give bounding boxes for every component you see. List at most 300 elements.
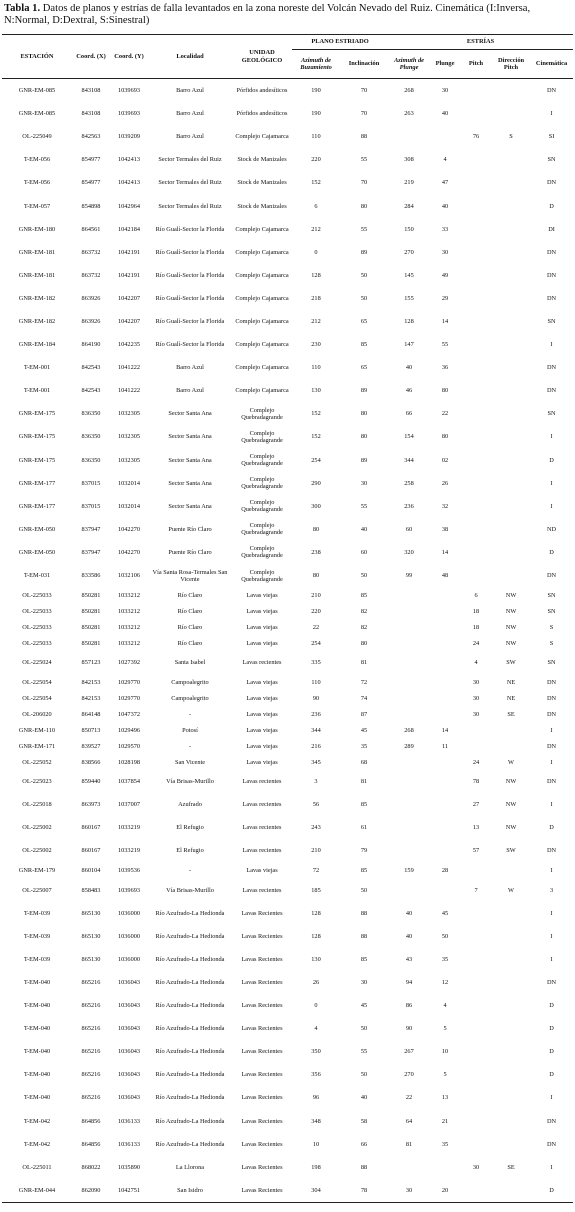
cell-coord-x: 836350 <box>81 456 101 464</box>
cell-cinematica: I <box>550 726 553 734</box>
cell-pitch: 30 <box>472 710 480 718</box>
cell-coord-y: 1027392 <box>117 659 141 667</box>
cell-estacion: T-EM-040 <box>23 978 51 986</box>
cell-azimuth-plunge: 284 <box>404 202 414 210</box>
table-row <box>2 619 573 635</box>
cell-coord-x: 850281 <box>81 607 101 615</box>
cell-unidad: Complejo Cajamarca <box>235 271 289 279</box>
cell-azimuth-plunge: 270 <box>404 1071 414 1079</box>
cell-coord-x: 865216 <box>81 1094 101 1102</box>
cell-cinematica: I <box>550 932 553 940</box>
cell-localidad: Sector Santa Ana <box>168 410 212 418</box>
cell-pitch <box>460 994 492 1017</box>
cell-localidad: La Llorona <box>175 1163 205 1171</box>
cell-coord-y: 1036043 <box>117 1071 141 1079</box>
cell-coord-y: 1029496 <box>117 726 141 734</box>
cell-azimuth-buzamiento: 3 <box>314 778 318 786</box>
cell-direccion-pitch: NW <box>505 639 517 647</box>
cell-azimuth-plunge: 40 <box>405 932 413 940</box>
cell-coord-x: 863732 <box>81 271 101 279</box>
cell-cinematica: SN <box>547 156 556 164</box>
cell-coord-x: 860104 <box>81 867 101 875</box>
cell-inclinacion: 40 <box>360 525 368 533</box>
cell-cinematica: I <box>550 479 553 487</box>
cell-inclinacion: 50 <box>360 1071 368 1079</box>
cell-coord-y: 1032014 <box>117 479 141 487</box>
cell-pitch <box>460 518 492 541</box>
cell-coord-y: 1029770 <box>117 678 141 686</box>
cell-estacion: OL-225024 <box>22 659 52 667</box>
cell-pitch: 6 <box>474 591 478 599</box>
cell-inclinacion: 88 <box>360 133 368 141</box>
cell-coord-y: 1042191 <box>117 271 141 279</box>
cell-azimuth-plunge: 155 <box>404 294 414 302</box>
cell-estacion: OL-225054 <box>22 694 52 702</box>
cell-coord-y: 1032305 <box>117 433 141 441</box>
cell-plunge <box>430 770 460 793</box>
cell-inclinacion: 61 <box>360 824 368 832</box>
cell-azimuth-plunge <box>388 125 430 148</box>
cell-coord-y: 1028198 <box>117 758 141 766</box>
cell-cinematica: I <box>550 955 553 963</box>
cell-azimuth-buzamiento: 335 <box>311 659 321 667</box>
cell-coord-x: 842543 <box>81 364 101 372</box>
cell-unidad: Complejo Cajamarca <box>235 387 289 395</box>
cell-azimuth-plunge: 30 <box>388 1179 430 1203</box>
cell-localidad: - <box>188 710 192 718</box>
cell-pitch <box>460 148 492 171</box>
cell-plunge <box>430 651 460 674</box>
cell-coord-x: 865216 <box>81 978 101 986</box>
cell-azimuth-plunge: 219 <box>404 179 414 187</box>
cell-inclinacion: 70 <box>360 179 368 187</box>
cell-plunge: 14 <box>441 317 449 325</box>
cell-coord-y: 1033219 <box>117 847 141 855</box>
table-row <box>2 587 573 603</box>
cell-pitch: 76 <box>472 133 480 141</box>
cell-coord-y: 1033212 <box>117 591 141 599</box>
table-row <box>2 635 573 651</box>
cell-direccion-pitch <box>492 1179 530 1203</box>
table-row <box>2 839 573 862</box>
cell-estacion: GNR-EM-180 <box>18 225 56 233</box>
cell-unidad: Complejo Quebradagrande <box>241 499 283 514</box>
cell-direccion-pitch: NW <box>505 824 517 832</box>
cell-coord-y: 1039209 <box>117 133 141 141</box>
cell-unidad: Lavas Recientes <box>241 1048 283 1056</box>
cell-direccion-pitch <box>492 102 530 125</box>
header-unidad: UNIDAD GEOLÓGICO <box>232 35 292 79</box>
header-coord-y: Coord. (Y) <box>110 35 148 79</box>
cell-cinematica: DN <box>546 978 557 986</box>
cell-cinematica: I <box>550 1163 553 1171</box>
cell-azimuth-buzamiento: 190 <box>311 110 321 118</box>
cell-plunge <box>430 619 460 635</box>
cell-inclinacion: 50 <box>360 1025 368 1033</box>
cell-azimuth-buzamiento: 22 <box>312 623 320 631</box>
cell-localidad: Barro Azul <box>176 87 204 95</box>
cell-unidad: Lavas Recientes <box>241 955 283 963</box>
cell-cinematica: SN <box>547 410 556 418</box>
cell-azimuth-buzamiento: 90 <box>312 694 320 702</box>
cell-estacion: GNR-EM-182 <box>18 294 56 302</box>
cell-estacion: T-EM-042 <box>23 1140 51 1148</box>
cell-coord-x: 837947 <box>81 525 101 533</box>
cell-coord-y: 1039693 <box>117 87 141 95</box>
cell-pitch: 24 <box>472 758 480 766</box>
cell-pitch: 30 <box>472 1163 480 1171</box>
cell-pitch: 13 <box>472 824 480 832</box>
cell-unidad: Complejo Cajamarca <box>235 225 289 233</box>
cell-estacion: OL-225033 <box>22 639 52 647</box>
cell-localidad: Puente Río Claro <box>168 525 212 533</box>
cell-estacion: OL-225018 <box>22 801 52 809</box>
cell-coord-y: 1036133 <box>117 1117 141 1125</box>
table-row <box>2 816 573 839</box>
cell-estacion: GNR-EM-175 <box>18 456 56 464</box>
cell-unidad: Complejo Quebradagrande <box>241 429 283 444</box>
table-row <box>2 495 573 518</box>
cell-azimuth-plunge <box>388 619 430 635</box>
cell-estacion: OL-225033 <box>22 591 52 599</box>
cell-unidad: Lavas Recientes <box>241 1025 283 1033</box>
cell-azimuth-buzamiento: 6 <box>314 202 318 210</box>
cell-pitch <box>460 1109 492 1132</box>
cell-unidad: Lavas viejas <box>246 710 278 718</box>
cell-inclinacion: 79 <box>360 847 368 855</box>
table-row <box>2 264 573 287</box>
cell-unidad: Lavas viejas <box>246 758 278 766</box>
cell-estacion: T-EM-040 <box>23 1048 51 1056</box>
cell-estacion: T-EM-001 <box>23 387 51 395</box>
cell-pitch <box>460 738 492 754</box>
table-row <box>2 125 573 148</box>
cell-estacion: GNR-EM-179 <box>18 867 56 875</box>
group-estrias: ESTRÍAS <box>388 35 573 50</box>
cell-inclinacion: 65 <box>360 317 368 325</box>
cell-coord-y: 1036043 <box>117 1025 141 1033</box>
cell-azimuth-buzamiento: 218 <box>311 294 321 302</box>
cell-unidad: Lavas viejas <box>246 607 278 615</box>
table-row <box>2 994 573 1017</box>
cell-estacion: GNR-EM-085 <box>18 87 56 95</box>
cell-azimuth-plunge: 236 <box>404 502 414 510</box>
cell-azimuth-plunge: 154 <box>404 433 414 441</box>
cell-cinematica: DN <box>546 778 557 786</box>
cell-coord-y: 1032014 <box>117 502 141 510</box>
table-row <box>2 738 573 754</box>
cell-azimuth-plunge <box>388 879 430 902</box>
cell-coord-y: 1036043 <box>117 978 141 986</box>
cell-coord-x: 865216 <box>81 1071 101 1079</box>
cell-azimuth-plunge: 86 <box>405 1002 413 1010</box>
cell-plunge: 29 <box>441 294 449 302</box>
cell-azimuth-buzamiento: 198 <box>311 1163 321 1171</box>
cell-azimuth-plunge <box>388 754 430 770</box>
cell-inclinacion: 70 <box>360 110 368 118</box>
table-row <box>2 333 573 356</box>
cell-plunge: 21 <box>441 1117 449 1125</box>
table-row <box>2 472 573 495</box>
cell-coord-y: 1039693 <box>117 886 141 894</box>
cell-coord-y: 1042413 <box>117 179 141 187</box>
cell-cinematica: DN <box>546 710 557 718</box>
cell-azimuth-plunge: 128 <box>404 317 414 325</box>
table-row <box>2 1040 573 1063</box>
cell-inclinacion: 89 <box>360 387 368 395</box>
cell-coord-x: 863973 <box>81 801 101 809</box>
cell-coord-x: 865216 <box>81 1048 101 1056</box>
cell-cinematica: DN <box>546 678 557 686</box>
cell-azimuth-buzamiento: 26 <box>312 978 320 986</box>
cell-estacion: OL-206020 <box>22 710 52 718</box>
cell-estacion: GNR-EM-050 <box>18 548 56 556</box>
cell-azimuth-plunge <box>388 839 430 862</box>
cell-inclinacion: 50 <box>360 271 368 279</box>
cell-localidad: Río Azufrado-La Hedionda <box>155 1048 225 1056</box>
cell-plunge <box>430 706 460 722</box>
cell-inclinacion: 78 <box>340 1179 388 1203</box>
cell-cinematica: I <box>550 1094 553 1102</box>
cell-cinematica: DN <box>546 294 557 302</box>
table-row <box>2 287 573 310</box>
cell-azimuth-buzamiento: 350 <box>311 1048 321 1056</box>
cell-estacion: GNR-EM-184 <box>18 341 56 349</box>
table-row <box>2 793 573 816</box>
cell-inclinacion: 80 <box>360 433 368 441</box>
cell-direccion-pitch <box>492 194 530 217</box>
cell-azimuth-plunge: 60 <box>405 525 413 533</box>
cell-direccion-pitch <box>492 1017 530 1040</box>
cell-azimuth-buzamiento: 345 <box>311 758 321 766</box>
cell-coord-x: 854977 <box>81 179 101 187</box>
cell-estacion: GNR-EM-177 <box>18 502 56 510</box>
table-row <box>2 449 573 472</box>
cell-plunge: 30 <box>441 248 449 256</box>
cell-azimuth-buzamiento: 152 <box>311 179 321 187</box>
cell-coord-x: 854977 <box>81 156 101 164</box>
cell-cinematica: I <box>550 867 553 875</box>
cell-coord-y: 1032305 <box>117 456 141 464</box>
cell-cinematica: 3 <box>549 886 554 894</box>
cell-localidad: - <box>188 867 192 875</box>
cell-azimuth-plunge <box>388 816 430 839</box>
cell-direccion-pitch <box>492 518 530 541</box>
cell-direccion-pitch: NE <box>506 694 516 702</box>
cell-inclinacion: 70 <box>360 87 368 95</box>
cell-plunge <box>430 754 460 770</box>
cell-cinematica: D <box>549 1002 554 1010</box>
cell-coord-x: 863926 <box>81 317 101 325</box>
cell-azimuth-plunge: 94 <box>405 978 413 986</box>
cell-pitch <box>460 495 492 518</box>
cell-direccion-pitch <box>492 171 530 194</box>
cell-localidad: San Isidro <box>148 1179 232 1203</box>
cell-localidad: Río Claro <box>177 623 203 631</box>
cell-direccion-pitch <box>492 425 530 448</box>
cell-localidad: Vía Brisas-Murillo <box>166 886 214 894</box>
cell-coord-y: 1042413 <box>117 156 141 164</box>
cell-azimuth-plunge: 99 <box>405 572 413 580</box>
cell-azimuth-buzamiento: 356 <box>311 1071 321 1079</box>
cell-azimuth-buzamiento: 290 <box>311 479 321 487</box>
cell-direccion-pitch: NW <box>505 778 517 786</box>
cell-inclinacion: 85 <box>360 801 368 809</box>
cell-estacion: OL-225023 <box>22 778 52 786</box>
cell-coord-x: 836350 <box>81 410 101 418</box>
cell-unidad: Lavas Recientes <box>241 1140 283 1148</box>
cell-plunge <box>430 690 460 706</box>
cell-azimuth-buzamiento: 0 <box>314 1002 318 1010</box>
cell-plunge <box>430 816 460 839</box>
cell-inclinacion: 81 <box>360 778 368 786</box>
cell-inclinacion: 80 <box>360 639 368 647</box>
table-row <box>2 770 573 793</box>
cell-pitch <box>460 194 492 217</box>
cell-cinematica: D <box>549 1071 554 1079</box>
cell-estacion: T-EM-039 <box>23 909 51 917</box>
cell-unidad: Lavas viejas <box>246 639 278 647</box>
cell-direccion-pitch <box>492 863 530 879</box>
cell-azimuth-buzamiento: 230 <box>311 341 321 349</box>
cell-unidad: Lavas recientes <box>242 659 282 667</box>
cell-plunge: 80 <box>441 387 449 395</box>
cell-azimuth-plunge: 320 <box>404 548 414 556</box>
cell-azimuth-buzamiento: 0 <box>314 248 318 256</box>
table-row <box>2 863 573 879</box>
header-cinematica: Cinemática <box>530 50 573 79</box>
cell-pitch <box>460 1040 492 1063</box>
cell-unidad: Lavas recientes <box>242 847 282 855</box>
table-row <box>2 1179 573 1203</box>
cell-unidad: Pórfidos andesíticos <box>236 87 288 95</box>
cell-coord-x: 842563 <box>81 133 101 141</box>
cell-coord-x: 864148 <box>81 710 101 718</box>
cell-unidad: Lavas recientes <box>242 801 282 809</box>
cell-cinematica: DN <box>546 248 557 256</box>
cell-cinematica: D <box>530 1179 573 1203</box>
cell-azimuth-plunge: 267 <box>404 1048 414 1056</box>
cell-plunge: 20 <box>430 1179 460 1203</box>
cell-unidad: Complejo Cajamarca <box>235 341 289 349</box>
cell-unidad: Lavas Recientes <box>241 1163 283 1171</box>
cell-estacion: GNR-EM-050 <box>18 525 56 533</box>
cell-pitch <box>460 402 492 425</box>
cell-coord-y: 1041222 <box>117 387 141 395</box>
cell-estacion: GNR-EM-085 <box>18 110 56 118</box>
cell-azimuth-plunge: 43 <box>405 955 413 963</box>
cell-localidad: Río Azufrado-La Hedionda <box>155 1002 225 1010</box>
cell-coord-y: 1033219 <box>117 824 141 832</box>
cell-plunge: 5 <box>443 1025 447 1033</box>
cell-localidad: Río Gualí-Sector la Florida <box>155 317 225 325</box>
cell-coord-x: 836350 <box>81 433 101 441</box>
table-row <box>2 925 573 948</box>
cell-direccion-pitch <box>492 218 530 241</box>
cell-azimuth-buzamiento: 216 <box>311 742 321 750</box>
cell-coord-x: 860167 <box>81 847 101 855</box>
cell-unidad: Lavas Recientes <box>241 1094 283 1102</box>
cell-azimuth-plunge: 66 <box>405 410 413 418</box>
header-azimuth-plunge: Azimuth de Plunge <box>388 50 430 79</box>
cell-cinematica: DI <box>548 225 555 233</box>
cell-coord-y: 1037854 <box>117 778 141 786</box>
cell-estacion: T-EM-042 <box>23 1117 51 1125</box>
cell-cinematica: I <box>550 801 553 809</box>
cell-estacion: OL-225033 <box>22 623 52 631</box>
cell-coord-y: 1036000 <box>117 955 141 963</box>
cell-azimuth-buzamiento: 152 <box>311 410 321 418</box>
cell-azimuth-plunge <box>388 587 430 603</box>
cell-inclinacion: 65 <box>360 364 368 372</box>
cell-coord-y: 1036133 <box>117 1140 141 1148</box>
cell-coord-y: 1041222 <box>117 364 141 372</box>
cell-estacion: OL-225002 <box>22 847 52 855</box>
cell-coord-y: 1047372 <box>117 710 141 718</box>
cell-pitch <box>460 310 492 333</box>
cell-cinematica: I <box>550 758 553 766</box>
cell-direccion-pitch <box>492 1109 530 1132</box>
cell-estacion: T-EM-040 <box>23 1002 51 1010</box>
cell-unidad: Complejo Cajamarca <box>235 317 289 325</box>
cell-direccion-pitch: NE <box>506 678 516 686</box>
table-row <box>2 902 573 925</box>
cell-direccion-pitch <box>492 264 530 287</box>
cell-estacion: OL-225054 <box>22 678 52 686</box>
cell-azimuth-buzamiento: 236 <box>311 710 321 718</box>
cell-coord-x: 862090 <box>72 1179 110 1203</box>
cell-plunge: 35 <box>441 955 449 963</box>
cell-coord-x: 864856 <box>81 1117 101 1125</box>
cell-pitch <box>460 102 492 125</box>
table-row <box>2 754 573 770</box>
cell-azimuth-buzamiento: 210 <box>311 847 321 855</box>
cell-estacion: T-EM-040 <box>23 1025 51 1033</box>
cell-unidad: Lavas viejas <box>246 867 278 875</box>
cell-pitch <box>460 425 492 448</box>
cell-localidad: Sector Termales del Ruiz <box>158 202 222 210</box>
cell-unidad: Lavas viejas <box>246 742 278 750</box>
cell-azimuth-buzamiento: 190 <box>311 87 321 95</box>
cell-direccion-pitch <box>492 333 530 356</box>
cell-localidad: Potosí <box>182 726 198 734</box>
cell-estacion: OL-225052 <box>22 758 52 766</box>
cell-localidad: Sector Santa Ana <box>168 502 212 510</box>
cell-coord-x: 837947 <box>81 548 101 556</box>
cell-localidad: Barro Azul <box>176 364 204 372</box>
cell-direccion-pitch <box>492 356 530 379</box>
cell-plunge: 49 <box>441 271 449 279</box>
cell-unidad: Complejo Quebradagrande <box>241 476 283 491</box>
table-row <box>2 879 573 902</box>
cell-azimuth-buzamiento: 220 <box>311 607 321 615</box>
cell-localidad: Barro Azul <box>176 133 204 141</box>
cell-pitch <box>460 925 492 948</box>
cell-cinematica: S <box>549 623 554 631</box>
cell-coord-y: 1036043 <box>117 1002 141 1010</box>
cell-localidad: Santa Isabel <box>174 659 206 667</box>
cell-coord-y: 1037007 <box>117 801 141 809</box>
cell-pitch: 24 <box>472 639 480 647</box>
cell-inclinacion: 58 <box>360 1117 368 1125</box>
table-row <box>2 171 573 194</box>
cell-inclinacion: 80 <box>360 202 368 210</box>
cell-inclinacion: 68 <box>360 758 368 766</box>
table-row <box>2 722 573 738</box>
cell-localidad: Río Azufrado-La Hedionda <box>155 909 225 917</box>
cell-azimuth-plunge <box>388 674 430 690</box>
cell-coord-y: 1033212 <box>117 623 141 631</box>
